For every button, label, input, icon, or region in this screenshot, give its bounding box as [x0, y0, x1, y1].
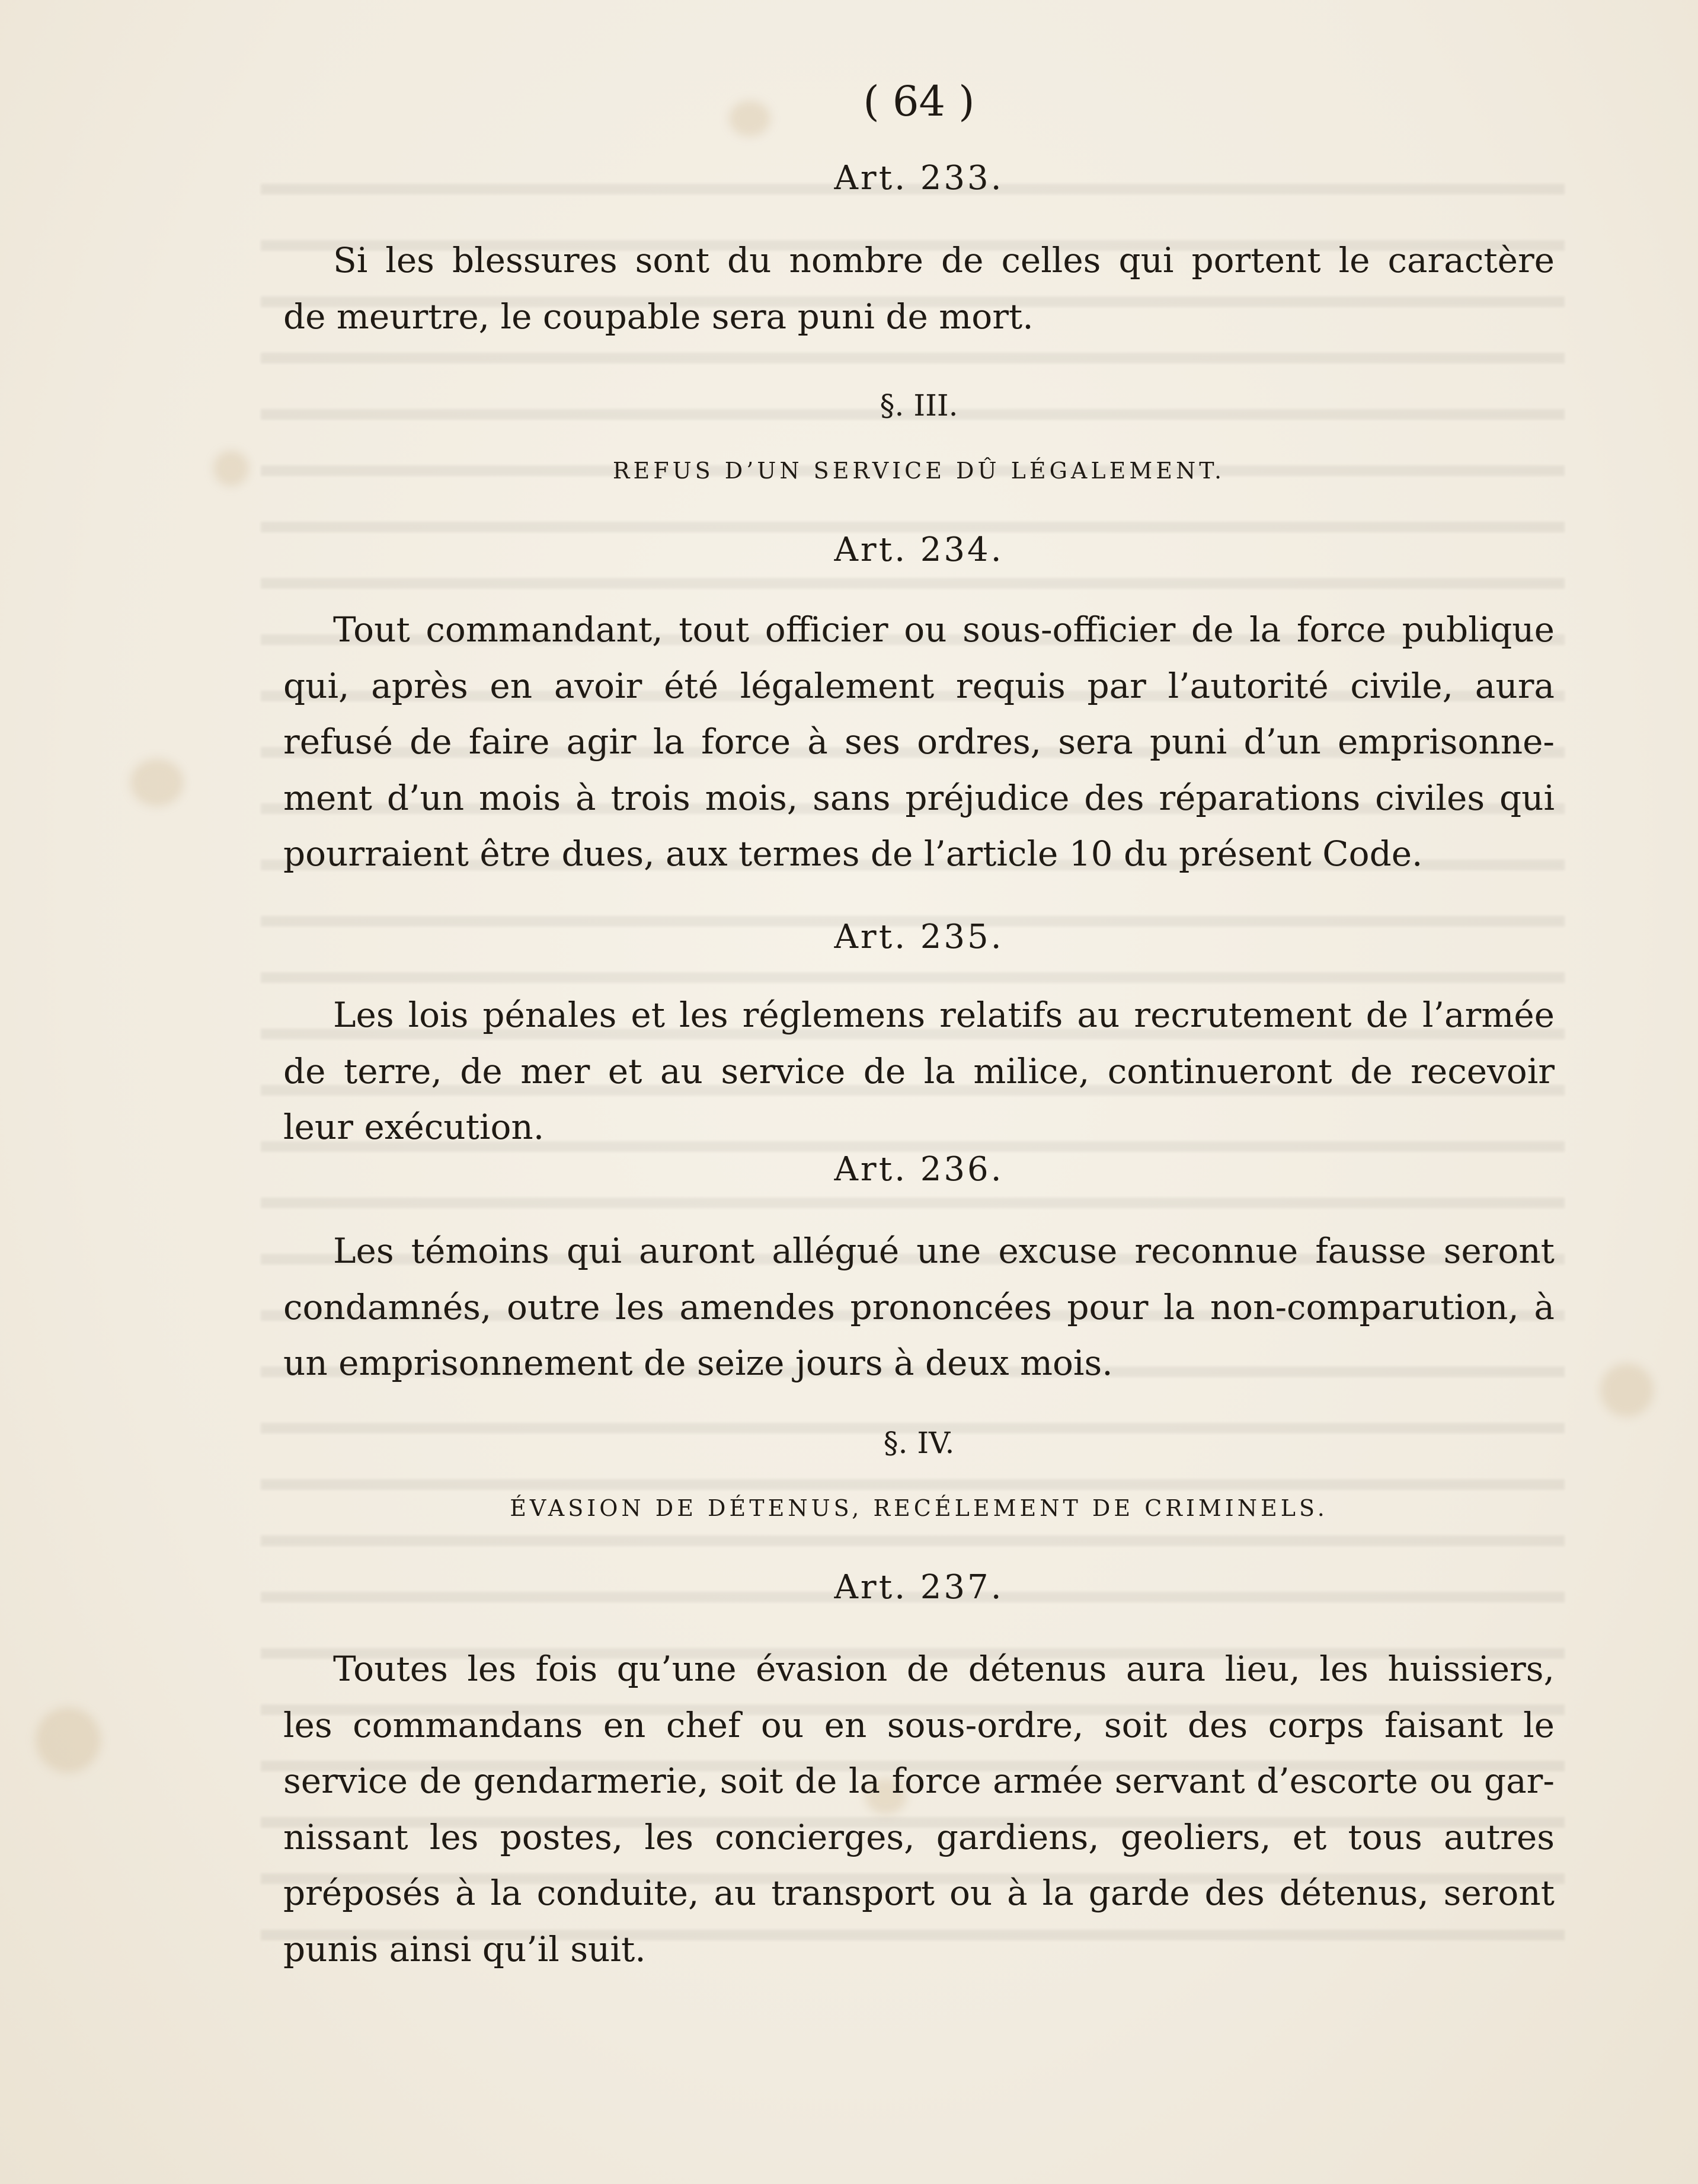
- foxing-spot: [1600, 1364, 1654, 1417]
- text-line: Les témoins qui auront allégué une excuse reconnue fausse seront: [333, 1231, 1555, 1271]
- text-line: leur exécution.: [283, 1107, 545, 1147]
- article-235-label: Art. 235.: [834, 918, 1004, 956]
- text-line: Si les blessures sont du nombre de celles qui portent le caractère: [333, 240, 1555, 280]
- article-234-text: [283, 602, 1555, 882]
- section-4-heading: ÉVASION DE DÉTENUS, RECÉLEMENT DE CRIMINELS.: [510, 1495, 1328, 1521]
- text-line: condamnés, outre les amendes prononcées pour la non-comparution, à: [283, 1286, 1555, 1327]
- article-233-label: Art. 233.: [834, 159, 1004, 197]
- text-line: service de gendarmerie, soit de la force armée servant d’escorte ou gar-: [283, 1761, 1555, 1801]
- text-line: Les lois pénales et les réglemens relatifs au recrutement de l’armée: [333, 995, 1555, 1035]
- text-line: Toutes les fois qu’une évasion de détenus aura lieu, les huissiers,: [333, 1649, 1555, 1689]
- text-line: les commandans en chef ou en sous-ordre, soit des corps faisant le: [283, 1704, 1555, 1745]
- section-3-heading: REFUS D’UN SERVICE DÛ LÉGALEMENT.: [612, 458, 1226, 484]
- text-line: nissant les postes, les concierges, gardiens, geoliers, et tous autres: [283, 1816, 1555, 1857]
- text-line: Tout commandant, tout officier ou sous-officier de la force publique: [333, 609, 1555, 650]
- text-line: un emprisonnement de seize jours à deux mois.: [283, 1343, 1113, 1383]
- article-233-text: [283, 232, 1555, 344]
- article-235-text: [283, 987, 1555, 1155]
- text-line: refusé de faire agir la force à ses ordres, sera puni d’un emprisonne-: [283, 721, 1555, 762]
- article-236-label: Art. 236.: [834, 1150, 1004, 1189]
- text-line: punis ainsi qu’il suit.: [283, 1928, 646, 1969]
- section-4-label: §. IV.: [883, 1426, 955, 1460]
- article-236-text: [283, 1223, 1555, 1391]
- text-line: préposés à la conduite, au transport ou à la garde des détenus, seront: [283, 1873, 1555, 1913]
- foxing-spot: [36, 1707, 101, 1773]
- article-237-label: Art. 237.: [834, 1568, 1004, 1607]
- text-line: de terre, de mer et au service de la milice, continueront de recevoir: [283, 1051, 1555, 1091]
- article-234-label: Art. 234.: [834, 531, 1004, 569]
- foxing-spot: [213, 451, 249, 486]
- page-number: ( 64 ): [863, 77, 975, 126]
- article-237-text: [283, 1641, 1555, 1977]
- text-line: pourraient être dues, aux termes de l’article 10 du présent Code.: [283, 834, 1423, 874]
- text-line: ment d’un mois à trois mois, sans préjudice des réparations civiles qui: [283, 777, 1555, 818]
- section-3-label: §. III.: [880, 388, 958, 423]
- text-line: de meurtre, le coupable sera puni de mort.: [283, 296, 1034, 337]
- text-line: qui, après en avoir été légalement requis par l’autorité civile, aura: [283, 665, 1555, 706]
- foxing-spot: [130, 759, 184, 806]
